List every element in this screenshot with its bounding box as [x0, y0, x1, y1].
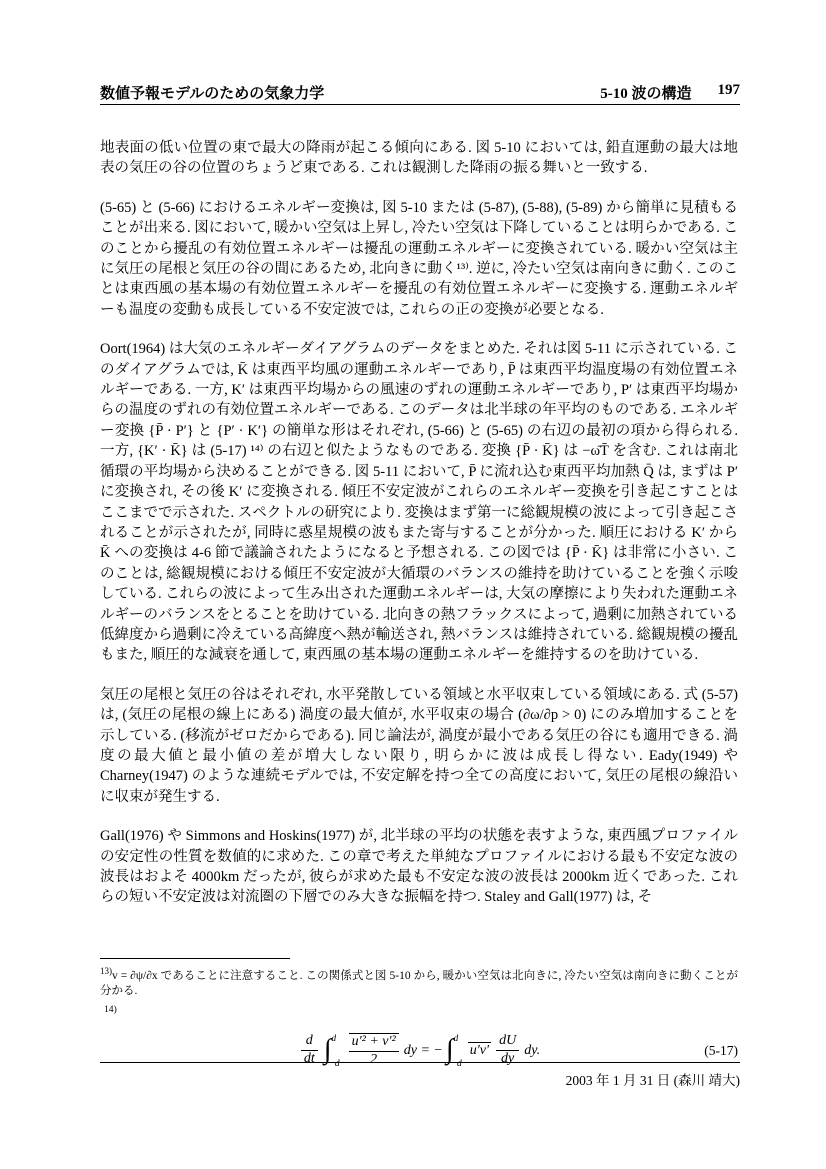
- paragraph-oort-energy-diagram: Oort(1964) は大気のエネルギーダイアグラムのデータをまとめた. それは図 5-11 に示されている. このダイアグラムでは, K̄ は東西平均風の運動エネルギーであり, P̄ は東西平均温度場の有効位置エネルギーである. 一方, K′ は東西平均場からの風速のずれの運動エネルギーであり, P′ は東西平均場からの温度のずれの有効位置エネルギーである. このデータは北半球の年平均のものである. エネルギー変換 {P̄ · P′} と {P′ · K′} の簡単な形はそれぞれ, (5-66) と (5-65) の右辺の最初の項から得られる. 一方, {K′ · K̄} は (5-17) ¹⁴⁾ の右辺と似たようなものである. 変換 {P̄ · K̄} は −ω̄T̄ を含む. これは南北循環の平均場から決めることができる. 図 5-11 において, P̄ に流れ込む東西平均加熱 Q̄ は, まずは P′ に変換され, その後 K′ に変換される. 傾圧不安定波がこれらのエネルギー変換を引き起こすことはここまでで示された. スペクトルの研究により. 変換はまず第一に総観規模の波によって引き起こされることが示されたが, 同時に惑星規模の波もまた寄与することが分かった. 順圧における K′ から K̄ への変換は 4-6 節で議論されたようになると予想される. この図では {P̄ · K̄} は非常に小さい. このことは, 総観規模における傾圧不安定波が大循環のバランスの維持を助けていることを強く示唆している. これらの波によって生み出された運動エネルギーは, 大気の摩擦により失われた運動エネルギーのバランスをとることを助けている. 北向きの熱フラックスによって, 過剰に加熱されている低緯度から過剰に冷えている高緯度へ熱が輸送され, 熱バランスは維持されている. 総観規模の擾乱もまた, 順圧的な減衰を通して, 東西風の基本場の運動エネルギーを維持するのを助けている.: [100, 341, 738, 664]
- paragraph-ridge-trough-vorticity: 気圧の尾根と気圧の谷はそれぞれ, 水平発散している領域と水平収束している領域にある. 式 (5-57) は, (気圧の尾根の線上にある) 渦度の最大値が, 水平収束の場合 (∂ω/∂p > 0) にのみ増加することを示している. (移流がゼロだからである). 同じ論法が, 渦度が最小である気圧の谷にも適用できる. 渦度の最大値と最小値の差が増大しない限り, 明らかに波は成長し得ない. Eady(1949) や Charney(1947) のような連続モデルでは, 不安定解を持つ全ての高度において, 気圧の尾根の線沿いに収束が発生する.: [100, 686, 738, 805]
- shear-denominator: dy: [501, 1051, 515, 1067]
- footnote-14: [104, 1004, 738, 1020]
- equation-content: [298, 1033, 540, 1069]
- footer-date-author: 2003 年 1 月 31 日 (森川 靖大): [565, 1073, 740, 1088]
- integral-lower-limit: −d: [328, 1059, 340, 1070]
- equation-end-text: dy.: [524, 1042, 541, 1058]
- paragraph-energy-conversion: (5-65) と (5-66) におけるエネルギー変換は, 図 5-10 または (5-87), (5-88), (5-89) から簡単に見積もることが出来る. 図において, 暖かい空気は上昇し, 冷たい空気は下降していることは明らかである. このことから擾乱の有効位置エネルギーは擾乱の運動エネルギーに変換されている. 暖かい空気は主に気圧の尾根と気圧の谷の間にあるため, 北向きに動く¹³⁾. 逆に, 冷たい空気は南向きに動く. このことは東西風の基本場の有効位置エネルギーを擾乱の有効位置エネルギーに変換する. 運動エネルギーも温度の変動も成長している不安定波では, これらの正の変換が必要となる.: [100, 199, 738, 318]
- equation-middle-text: dy = −: [403, 1042, 443, 1058]
- body-text: [100, 138, 738, 956]
- integral-upper-limit: d: [331, 1033, 337, 1044]
- footnote-separator-rule: [100, 958, 290, 959]
- equation-5-17: [100, 1028, 738, 1074]
- footnote-13-text: v = ∂ψ/∂x であることに注意すること. この関係式と図 5-10 から, 暖かい空気は北向きに, 冷たい空気は南向きに動くことが分かる.: [100, 969, 738, 998]
- footnote-14-marker: 14): [104, 1003, 117, 1015]
- eddy-kinetic-energy-fraction: [349, 1033, 399, 1069]
- integral-upper-limit: d: [453, 1033, 459, 1044]
- footnote-13-marker: 13): [100, 966, 112, 976]
- header-section-title: 5-10 波の構造: [600, 86, 692, 102]
- page-header: [100, 82, 740, 103]
- eddy-velocity-variance-overline: u′² + v′²: [349, 1033, 399, 1052]
- integral-glyph: ∫: [445, 1033, 454, 1065]
- time-derivative-numerator: d: [301, 1033, 318, 1051]
- equation-number-label: (5-17): [704, 1042, 738, 1058]
- integral-glyph: ∫: [323, 1033, 332, 1065]
- time-derivative-denominator: dt: [303, 1051, 315, 1067]
- paragraph-gall-simmons-hoskins: Gall(1976) や Simmons and Hoskins(1977) が, 北半球の平均の状態を表すような, 東西風プロファイルの安定性の性質を数値的に求めた. この章で考えた単純なプロファイルにおける最も不安定な波の波長はおよそ 4000km だったが, 彼らが求めた最も不安定な波の波長は 2000km 近くであった. これらの短い不安定波は対流圏の下層でのみ大きな振幅を持つ. Staley and Gall(1977) は, そ: [100, 828, 738, 906]
- header-rule: [100, 104, 740, 105]
- footer-rule: [100, 1062, 740, 1063]
- header-right-group: [600, 82, 740, 103]
- integral-lower-limit: −d: [450, 1059, 462, 1070]
- footnotes-section: [100, 958, 738, 1074]
- header-book-title: 数値予報モデルのための気象力学: [100, 85, 325, 102]
- page-footer: [100, 1069, 740, 1089]
- shear-numerator: dU: [496, 1033, 519, 1051]
- header-page-number: 197: [717, 82, 740, 98]
- paragraph-rainfall-location: 地表面の低い位置の東で最大の降雨が起こる傾向にある. 図 5-10 においては, 鉛直運動の最大は地表の気圧の谷の位置のちょうど東である. これは観測した降雨の振る舞いと一致する.: [100, 140, 738, 177]
- momentum-flux-overline-term: u′v′: [469, 1043, 490, 1059]
- footnote-13: [100, 964, 738, 1000]
- eddy-fraction-denominator: 2: [370, 1051, 378, 1067]
